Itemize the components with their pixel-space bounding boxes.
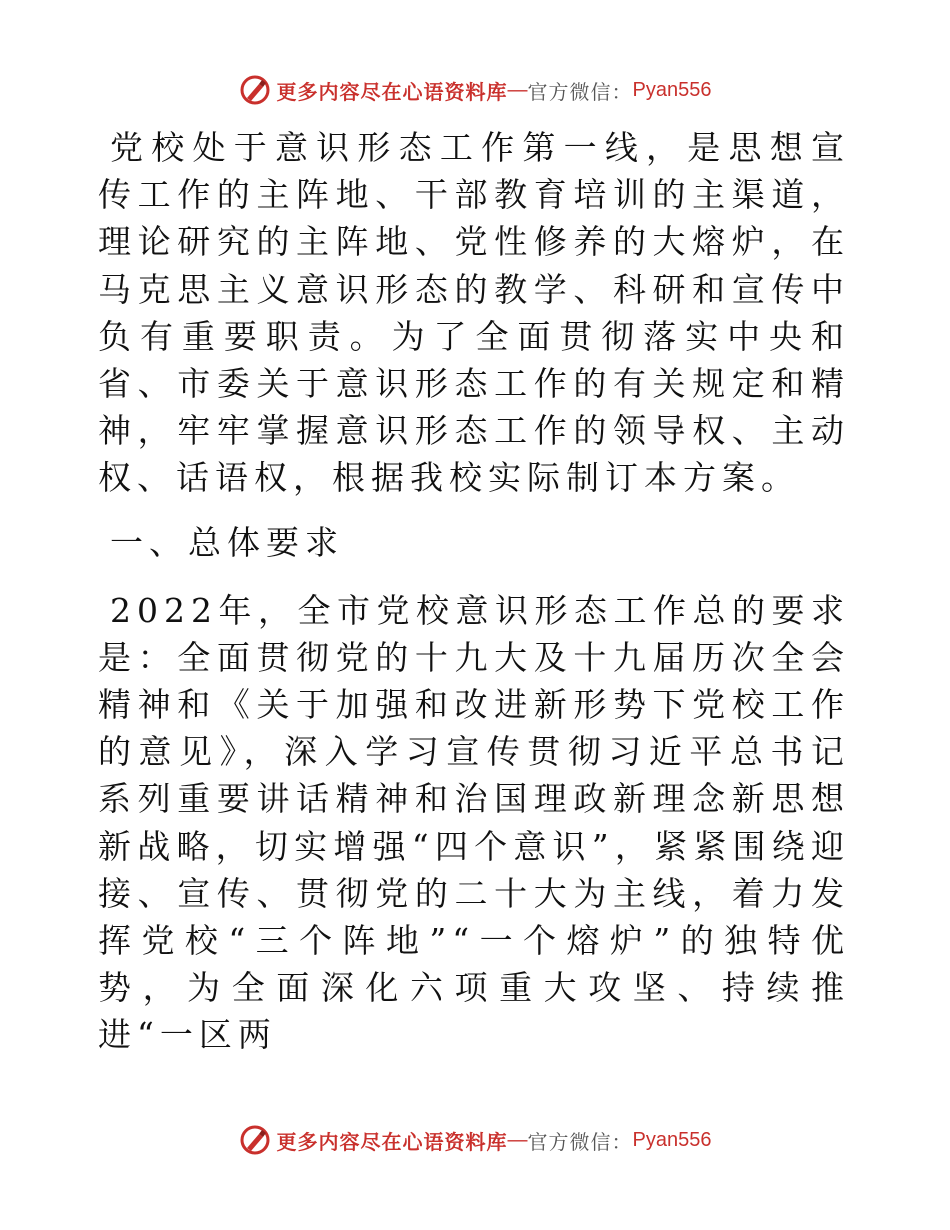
section-heading: 一、总体要求: [110, 522, 344, 562]
watermark-dash: —: [507, 1128, 528, 1151]
watermark-wechat-label: 官方微信：: [527, 79, 633, 104]
document-body: [98, 124, 850, 1059]
header-watermark: [0, 70, 950, 110]
watermark-wechat-id: Pyan556: [632, 78, 712, 101]
watermark-main-text: 更多内容尽在心语资料库: [276, 1129, 508, 1154]
footer-watermark: [0, 1120, 950, 1160]
paragraph-intro: 党校处于意识形态工作第一线，是思想宣传工作的主阵地、干部教育培训的主渠道，理论研究的主阵地、党性修养的大熔炉，在马克思主义意识形态的教学、科研和宣传中负有重要职责。为了全面贯彻落实中央和省、市委关于意识形态工作的有关规定和精神，牢牢掌握意识形态工作的领导权、主动权、话语权，根据我校实际制订本方案。: [98, 128, 850, 498]
pen-logo-icon: [239, 74, 271, 106]
paragraph-requirements: 2022年，全市党校意识形态工作总的要求是：全面贯彻党的十九大及十九届历次全会精神和《关于加强和改进新形势下党校工作的意见》，深入学习宣传贯彻习近平总书记系列重要讲话精神和治国理政新理念新思想新战略，切实增强“四个意识”，紧紧围绕迎接、宣传、贯彻党的二十大为主线，着力发挥党校“三个阵地”“一个熔炉”的独特优势，为全面深化六项重大攻坚、持续推进“一区两: [98, 590, 850, 1055]
watermark-main-text: 更多内容尽在心语资料库: [276, 79, 508, 104]
pen-logo-icon: [239, 1124, 271, 1156]
watermark-dash: —: [507, 78, 528, 101]
watermark-wechat-label: 官方微信：: [527, 1129, 633, 1154]
watermark-wechat-id: Pyan556: [632, 1128, 712, 1151]
